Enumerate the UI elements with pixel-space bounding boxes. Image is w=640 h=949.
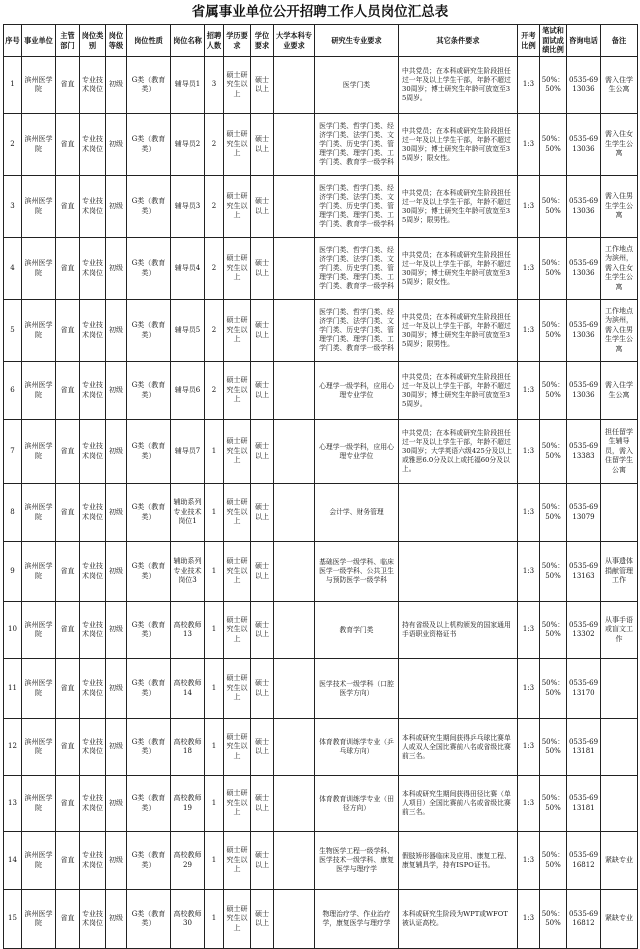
degree-cell: 硕士研究生以上	[224, 776, 251, 832]
count-cell: 2	[205, 114, 224, 176]
unit-cell: 滨州医学院	[22, 542, 56, 602]
degree-level-cell: 硕士以上	[251, 57, 274, 114]
seq-cell: 10	[4, 602, 22, 659]
level-cell: 初级	[106, 114, 127, 176]
dept-cell: 省直	[56, 484, 80, 542]
phone-cell: 0535-6913170	[567, 659, 601, 719]
table-row	[4, 832, 638, 890]
column-header: 招聘人数	[205, 25, 224, 57]
remarks-cell	[601, 659, 638, 719]
degree-cell: 硕士研究生以上	[224, 484, 251, 542]
ratio-cell: 1:3	[518, 238, 540, 300]
degree-cell: 硕士研究生以上	[224, 890, 251, 949]
category-cell: 专业技术岗位	[80, 542, 106, 602]
column-header: 笔试和面试成绩比例	[540, 25, 567, 57]
remarks-cell: 紧缺专业	[601, 832, 638, 890]
remarks-cell: 需入住学生公寓	[601, 57, 638, 114]
remarks-cell: 需入住男生学生公寓	[601, 176, 638, 238]
degree-level-cell: 硕士以上	[251, 484, 274, 542]
position-cell: 高校教师30	[171, 890, 205, 949]
unit-cell: 滨州医学院	[22, 176, 56, 238]
seq-cell: 13	[4, 776, 22, 832]
degree-cell: 硕士研究生以上	[224, 420, 251, 484]
undergrad-major-cell	[274, 420, 315, 484]
dept-cell: 省直	[56, 238, 80, 300]
phone-cell: 0535-6913036	[567, 114, 601, 176]
grad-major-cell: 体育教育训练学专业（田径方向）	[315, 776, 399, 832]
degree-cell: 硕士研究生以上	[224, 832, 251, 890]
column-header: 序号	[4, 25, 22, 57]
phone-cell: 0535-6913383	[567, 420, 601, 484]
dept-cell: 省直	[56, 659, 80, 719]
score-ratio-cell: 50%：50%	[540, 176, 567, 238]
seq-cell: 5	[4, 300, 22, 362]
table-body	[4, 57, 638, 949]
dept-cell: 省直	[56, 602, 80, 659]
table-row	[4, 602, 638, 659]
dept-cell: 省直	[56, 176, 80, 238]
undergrad-major-cell	[274, 542, 315, 602]
degree-level-cell: 硕士以上	[251, 719, 274, 776]
column-header: 岗位类别	[80, 25, 106, 57]
remarks-cell: 从事手语或盲文工作	[601, 602, 638, 659]
degree-cell: 硕士研究生以上	[224, 57, 251, 114]
degree-level-cell: 硕士以上	[251, 542, 274, 602]
document-title: 省属事业单位公开招聘工作人员岗位汇总表	[191, 4, 449, 20]
grad-major-cell: 医学门类、哲学门类、经济学门类、法学门类、文学门类、历史学门类、管理学门类、理学门类、工学门类、教育学一级学科	[315, 176, 399, 238]
remarks-cell: 紧缺专业	[601, 890, 638, 949]
column-header: 岗位名称	[171, 25, 205, 57]
undergrad-major-cell	[274, 659, 315, 719]
dept-cell: 省直	[56, 420, 80, 484]
grad-major-cell: 心理学一级学科，应用心理专业学位	[315, 420, 399, 484]
level-cell: 初级	[106, 659, 127, 719]
count-cell: 2	[205, 176, 224, 238]
unit-cell: 滨州医学院	[22, 776, 56, 832]
score-ratio-cell: 50%：50%	[540, 602, 567, 659]
position-cell: 辅导员1	[171, 57, 205, 114]
remarks-cell: 工作地点为滨州，需入住男生学生公寓	[601, 300, 638, 362]
count-cell: 2	[205, 300, 224, 362]
unit-cell: 滨州医学院	[22, 362, 56, 420]
category-cell: 专业技术岗位	[80, 362, 106, 420]
dept-cell: 省直	[56, 300, 80, 362]
nature-cell: G类（教育类）	[127, 362, 171, 420]
level-cell: 初级	[106, 362, 127, 420]
level-cell: 初级	[106, 300, 127, 362]
nature-cell: G类（教育类）	[127, 57, 171, 114]
degree-cell: 硕士研究生以上	[224, 114, 251, 176]
count-cell: 1	[205, 776, 224, 832]
other-conditions-cell: 假肢矫形器临床及应用、康复工程、康复辅具学，持有ISPO证书。	[399, 832, 518, 890]
undergrad-major-cell	[274, 114, 315, 176]
level-cell: 初级	[106, 238, 127, 300]
score-ratio-cell: 50%：50%	[540, 832, 567, 890]
grad-major-cell: 医学技术一级学科（口腔医学方向）	[315, 659, 399, 719]
column-header: 岗位性质	[127, 25, 171, 57]
position-cell: 辅导员4	[171, 238, 205, 300]
table-row	[4, 420, 638, 484]
degree-cell: 硕士研究生以上	[224, 719, 251, 776]
table-row	[4, 890, 638, 949]
phone-cell: 0535-6913079	[567, 484, 601, 542]
column-header: 主管部门	[56, 25, 80, 57]
count-cell: 1	[205, 890, 224, 949]
score-ratio-cell: 50%：50%	[540, 300, 567, 362]
unit-cell: 滨州医学院	[22, 238, 56, 300]
column-header: 其它条件要求	[399, 25, 518, 57]
score-ratio-cell: 50%：50%	[540, 659, 567, 719]
unit-cell: 滨州医学院	[22, 114, 56, 176]
unit-cell: 滨州医学院	[22, 420, 56, 484]
count-cell: 1	[205, 719, 224, 776]
level-cell: 初级	[106, 542, 127, 602]
other-conditions-cell	[399, 484, 518, 542]
remarks-cell: 担任留学生辅导员，需入住留学生公寓	[601, 420, 638, 484]
position-cell: 辅导员6	[171, 362, 205, 420]
level-cell: 初级	[106, 832, 127, 890]
phone-cell: 0535-6913036	[567, 57, 601, 114]
phone-cell: 0535-6913036	[567, 300, 601, 362]
column-header: 事业单位	[22, 25, 56, 57]
degree-cell: 硕士研究生以上	[224, 542, 251, 602]
count-cell: 2	[205, 362, 224, 420]
degree-level-cell: 硕士以上	[251, 362, 274, 420]
score-ratio-cell: 50%：50%	[540, 542, 567, 602]
unit-cell: 滨州医学院	[22, 890, 56, 949]
position-cell: 高校教师19	[171, 776, 205, 832]
nature-cell: G类（教育类）	[127, 832, 171, 890]
undergrad-major-cell	[274, 890, 315, 949]
table-row	[4, 542, 638, 602]
column-header: 备注	[601, 25, 638, 57]
phone-cell: 0535-6916812	[567, 832, 601, 890]
phone-cell: 0535-6913036	[567, 176, 601, 238]
category-cell: 专业技术岗位	[80, 832, 106, 890]
degree-level-cell: 硕士以上	[251, 176, 274, 238]
nature-cell: G类（教育类）	[127, 890, 171, 949]
score-ratio-cell: 50%：50%	[540, 57, 567, 114]
seq-cell: 11	[4, 659, 22, 719]
ratio-cell: 1:3	[518, 542, 540, 602]
nature-cell: G类（教育类）	[127, 484, 171, 542]
unit-cell: 滨州医学院	[22, 719, 56, 776]
score-ratio-cell: 50%：50%	[540, 114, 567, 176]
position-cell: 高校教师14	[171, 659, 205, 719]
category-cell: 专业技术岗位	[80, 484, 106, 542]
ratio-cell: 1:3	[518, 719, 540, 776]
phone-cell: 0535-6913163	[567, 542, 601, 602]
column-header: 学位要求	[251, 25, 274, 57]
column-header: 岗位等级	[106, 25, 127, 57]
ratio-cell: 1:3	[518, 362, 540, 420]
degree-cell: 硕士研究生以上	[224, 176, 251, 238]
category-cell: 专业技术岗位	[80, 659, 106, 719]
score-ratio-cell: 50%：50%	[540, 362, 567, 420]
undergrad-major-cell	[274, 176, 315, 238]
degree-level-cell: 硕士以上	[251, 832, 274, 890]
score-ratio-cell: 50%：50%	[540, 484, 567, 542]
position-cell: 辅助系列专业技术岗位1	[171, 484, 205, 542]
seq-cell: 15	[4, 890, 22, 949]
other-conditions-cell: 持有省级及以上机构颁发的国家通用手语职业资格证书	[399, 602, 518, 659]
table-row	[4, 300, 638, 362]
table-row	[4, 176, 638, 238]
category-cell: 专业技术岗位	[80, 300, 106, 362]
score-ratio-cell: 50%：50%	[540, 890, 567, 949]
nature-cell: G类（教育类）	[127, 602, 171, 659]
undergrad-major-cell	[274, 776, 315, 832]
degree-level-cell: 硕士以上	[251, 300, 274, 362]
category-cell: 专业技术岗位	[80, 420, 106, 484]
degree-cell: 硕士研究生以上	[224, 238, 251, 300]
remarks-cell	[601, 484, 638, 542]
other-conditions-cell: 中共党员；在本科或研究生阶段担任过一年及以上学生干部，年龄不超过30周岁；博士研究生年龄可放宽至35周岁；限女性。	[399, 114, 518, 176]
ratio-cell: 1:3	[518, 484, 540, 542]
grad-major-cell: 体育教育训练学专业（乒乓球方向）	[315, 719, 399, 776]
undergrad-major-cell	[274, 300, 315, 362]
phone-cell: 0535-6913036	[567, 362, 601, 420]
category-cell: 专业技术岗位	[80, 602, 106, 659]
category-cell: 专业技术岗位	[80, 719, 106, 776]
level-cell: 初级	[106, 420, 127, 484]
score-ratio-cell: 50%：50%	[540, 420, 567, 484]
column-header: 大学本科专业要求	[274, 25, 315, 57]
category-cell: 专业技术岗位	[80, 57, 106, 114]
undergrad-major-cell	[274, 832, 315, 890]
count-cell: 1	[205, 420, 224, 484]
unit-cell: 滨州医学院	[22, 832, 56, 890]
seq-cell: 2	[4, 114, 22, 176]
dept-cell: 省直	[56, 57, 80, 114]
ratio-cell: 1:3	[518, 57, 540, 114]
ratio-cell: 1:3	[518, 602, 540, 659]
level-cell: 初级	[106, 602, 127, 659]
table-row	[4, 114, 638, 176]
grad-major-cell: 医学门类	[315, 57, 399, 114]
count-cell: 2	[205, 238, 224, 300]
unit-cell: 滨州医学院	[22, 300, 56, 362]
score-ratio-cell: 50%：50%	[540, 719, 567, 776]
other-conditions-cell: 中共党员；在本科或研究生阶段担任过一年及以上学生干部，年龄不超过30周岁；博士研究生年龄可放宽至35周岁。	[399, 57, 518, 114]
dept-cell: 省直	[56, 776, 80, 832]
degree-cell: 硕士研究生以上	[224, 659, 251, 719]
category-cell: 专业技术岗位	[80, 238, 106, 300]
table-header-row	[4, 25, 638, 57]
grad-major-cell: 医学门类、哲学门类、经济学门类、法学门类、文学门类、历史学门类、管理学门类、理学门类、工学门类、教育学一级学科	[315, 238, 399, 300]
unit-cell: 滨州医学院	[22, 484, 56, 542]
nature-cell: G类（教育类）	[127, 114, 171, 176]
other-conditions-cell: 中共党员；在本科或研究生阶段担任过一年及以上学生干部，年龄不超过30周岁；大学英语六级425分及以上或雅思6.0分及以上或托福60分及以上。	[399, 420, 518, 484]
seq-cell: 8	[4, 484, 22, 542]
nature-cell: G类（教育类）	[127, 176, 171, 238]
dept-cell: 省直	[56, 114, 80, 176]
other-conditions-cell: 中共党员；在本科或研究生阶段担任过一年及以上学生干部，年龄不超过30周岁；博士研究生年龄可放宽至35周岁；限男性。	[399, 300, 518, 362]
degree-level-cell: 硕士以上	[251, 420, 274, 484]
ratio-cell: 1:3	[518, 420, 540, 484]
undergrad-major-cell	[274, 238, 315, 300]
grad-major-cell: 生物医学工程一级学科、医学技术一级学科、康复医学与理疗学	[315, 832, 399, 890]
nature-cell: G类（教育类）	[127, 238, 171, 300]
level-cell: 初级	[106, 57, 127, 114]
undergrad-major-cell	[274, 484, 315, 542]
other-conditions-cell: 本科或研究生阶段为WPT或WFOT被认证高校。	[399, 890, 518, 949]
nature-cell: G类（教育类）	[127, 659, 171, 719]
position-cell: 高校教师18	[171, 719, 205, 776]
category-cell: 专业技术岗位	[80, 176, 106, 238]
table-row	[4, 57, 638, 114]
count-cell: 1	[205, 832, 224, 890]
other-conditions-cell	[399, 659, 518, 719]
category-cell: 专业技术岗位	[80, 114, 106, 176]
remarks-cell: 需入住女生学生公寓	[601, 114, 638, 176]
table-row	[4, 362, 638, 420]
undergrad-major-cell	[274, 719, 315, 776]
ratio-cell: 1:3	[518, 776, 540, 832]
phone-cell: 0535-6913302	[567, 602, 601, 659]
nature-cell: G类（教育类）	[127, 719, 171, 776]
ratio-cell: 1:3	[518, 176, 540, 238]
level-cell: 初级	[106, 719, 127, 776]
remarks-cell: 工作地点为滨州，需入住女生学生公寓	[601, 238, 638, 300]
table-row	[4, 719, 638, 776]
table-row	[4, 776, 638, 832]
nature-cell: G类（教育类）	[127, 420, 171, 484]
unit-cell: 滨州医学院	[22, 602, 56, 659]
level-cell: 初级	[106, 176, 127, 238]
position-cell: 辅导员2	[171, 114, 205, 176]
unit-cell: 滨州医学院	[22, 57, 56, 114]
dept-cell: 省直	[56, 890, 80, 949]
level-cell: 初级	[106, 484, 127, 542]
remarks-cell: 从事遗体捐献管理工作	[601, 542, 638, 602]
positions-table	[3, 24, 638, 949]
column-header: 开考比例	[518, 25, 540, 57]
unit-cell: 滨州医学院	[22, 659, 56, 719]
grad-major-cell: 会计学、财务管理	[315, 484, 399, 542]
phone-cell: 0535-6913036	[567, 238, 601, 300]
undergrad-major-cell	[274, 362, 315, 420]
dept-cell: 省直	[56, 832, 80, 890]
ratio-cell: 1:3	[518, 659, 540, 719]
position-cell: 辅导员5	[171, 300, 205, 362]
degree-cell: 硕士研究生以上	[224, 300, 251, 362]
grad-major-cell: 教育学门类	[315, 602, 399, 659]
remarks-cell: 需入住学生公寓	[601, 362, 638, 420]
category-cell: 专业技术岗位	[80, 776, 106, 832]
other-conditions-cell	[399, 542, 518, 602]
dept-cell: 省直	[56, 362, 80, 420]
degree-level-cell: 硕士以上	[251, 238, 274, 300]
seq-cell: 1	[4, 57, 22, 114]
position-cell: 高校教师29	[171, 832, 205, 890]
ratio-cell: 1:3	[518, 890, 540, 949]
table-row	[4, 484, 638, 542]
column-header: 研究生专业要求	[315, 25, 399, 57]
remarks-cell	[601, 719, 638, 776]
degree-level-cell: 硕士以上	[251, 890, 274, 949]
degree-level-cell: 硕士以上	[251, 776, 274, 832]
position-cell: 辅导员7	[171, 420, 205, 484]
undergrad-major-cell	[274, 57, 315, 114]
count-cell: 3	[205, 57, 224, 114]
other-conditions-cell: 中共党员；在本科或研究生阶段担任过一年及以上学生干部，年龄不超过30周岁；博士研究生年龄可放宽至35周岁。	[399, 362, 518, 420]
seq-cell: 9	[4, 542, 22, 602]
other-conditions-cell: 中共党员；在本科或研究生阶段担任过一年及以上学生干部，年龄不超过30周岁；博士研究生年龄可放宽至35周岁；限男性。	[399, 176, 518, 238]
other-conditions-cell: 本科或研究生期间获得田径比赛（单人项目）全国比赛前八名或省级比赛前三名。	[399, 776, 518, 832]
undergrad-major-cell	[274, 602, 315, 659]
count-cell: 1	[205, 602, 224, 659]
remarks-cell	[601, 776, 638, 832]
category-cell: 专业技术岗位	[80, 890, 106, 949]
level-cell: 初级	[106, 776, 127, 832]
ratio-cell: 1:3	[518, 300, 540, 362]
other-conditions-cell: 中共党员；在本科或研究生阶段担任过一年及以上学生干部，年龄不超过30周岁；博士研究生年龄可放宽至35周岁；限女性。	[399, 238, 518, 300]
seq-cell: 12	[4, 719, 22, 776]
table-row	[4, 659, 638, 719]
seq-cell: 7	[4, 420, 22, 484]
nature-cell: G类（教育类）	[127, 300, 171, 362]
count-cell: 1	[205, 659, 224, 719]
degree-level-cell: 硕士以上	[251, 602, 274, 659]
grad-major-cell: 医学门类、哲学门类、经济学门类、法学门类、文学门类、历史学门类、管理学门类、理学门类、工学门类、教育学一级学科	[315, 300, 399, 362]
degree-cell: 硕士研究生以上	[224, 602, 251, 659]
column-header: 学历要求	[224, 25, 251, 57]
degree-cell: 硕士研究生以上	[224, 362, 251, 420]
phone-cell: 0535-6913181	[567, 776, 601, 832]
count-cell: 1	[205, 484, 224, 542]
grad-major-cell: 基础医学一级学科、临床医学一级学科、公共卫生与预防医学一级学科	[315, 542, 399, 602]
other-conditions-cell: 本科或研究生期间获得乒乓球比赛单人或双人全国比赛前八名或省级比赛前三名。	[399, 719, 518, 776]
count-cell: 1	[205, 542, 224, 602]
seq-cell: 4	[4, 238, 22, 300]
score-ratio-cell: 50%：50%	[540, 776, 567, 832]
phone-cell: 0535-6916812	[567, 890, 601, 949]
dept-cell: 省直	[56, 542, 80, 602]
table-row	[4, 238, 638, 300]
seq-cell: 14	[4, 832, 22, 890]
degree-level-cell: 硕士以上	[251, 659, 274, 719]
nature-cell: G类（教育类）	[127, 542, 171, 602]
seq-cell: 6	[4, 362, 22, 420]
ratio-cell: 1:3	[518, 114, 540, 176]
position-cell: 辅助系列专业技术岗位3	[171, 542, 205, 602]
grad-major-cell: 心理学一级学科，应用心理专业学位	[315, 362, 399, 420]
grad-major-cell: 物理治疗学、作业治疗学，康复医学与理疗学	[315, 890, 399, 949]
column-header: 咨询电话	[567, 25, 601, 57]
degree-level-cell: 硕士以上	[251, 114, 274, 176]
level-cell: 初级	[106, 890, 127, 949]
score-ratio-cell: 50%：50%	[540, 238, 567, 300]
position-cell: 辅导员3	[171, 176, 205, 238]
dept-cell: 省直	[56, 719, 80, 776]
position-cell: 高校教师13	[171, 602, 205, 659]
seq-cell: 3	[4, 176, 22, 238]
nature-cell: G类（教育类）	[127, 776, 171, 832]
ratio-cell: 1:3	[518, 832, 540, 890]
grad-major-cell: 医学门类、哲学门类、经济学门类、法学门类、文学门类、历史学门类、管理学门类、理学门类、工学门类、教育学一级学科	[315, 114, 399, 176]
phone-cell: 0535-6913181	[567, 719, 601, 776]
